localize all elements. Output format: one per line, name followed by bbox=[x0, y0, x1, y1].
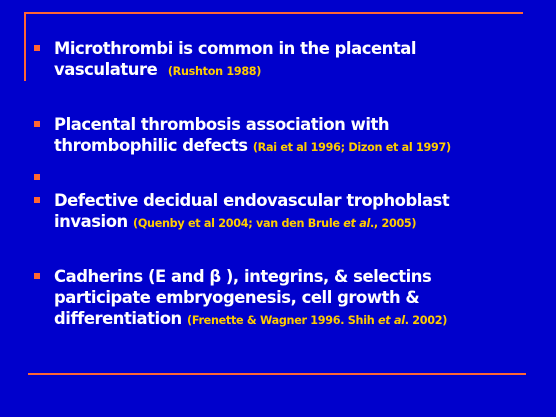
bullet-3-line-2 bbox=[54, 211, 524, 234]
top-horizontal-rule bbox=[24, 12, 523, 14]
bullet-1-line-1: Microthrombi is common in the placental bbox=[54, 39, 417, 58]
bullet-3-line-1: Defective decidual endovascular trophoblast bbox=[54, 191, 450, 210]
square-bullet-icon bbox=[34, 174, 40, 180]
top-vertical-rule bbox=[24, 12, 26, 81]
square-bullet-icon bbox=[34, 121, 40, 127]
bullet-3-citation bbox=[133, 217, 416, 230]
citation-part: . 2002) bbox=[404, 314, 448, 327]
bullet-4-line-1: Cadherins (E and β ), integrins, & selectins bbox=[54, 267, 432, 286]
bottom-horizontal-rule bbox=[28, 373, 526, 375]
bullet-2-citation: (Rai et al 1996; Dizon et al 1997) bbox=[252, 141, 451, 154]
square-bullet-icon bbox=[34, 273, 40, 279]
bullet-1-line-2 bbox=[54, 59, 524, 82]
bullet-2-text: thrombophilic defects bbox=[54, 136, 248, 155]
bullet-2-line-2 bbox=[54, 135, 524, 158]
bullet-4-line-2: participate embryogenesis, cell growth & bbox=[54, 288, 420, 307]
citation-part: (Quenby et al 2004; van den Brule bbox=[133, 217, 344, 230]
citation-part: (Frenette & Wagner 1996. Shih bbox=[187, 314, 379, 327]
bullet-3-text: invasion bbox=[54, 212, 128, 231]
bullet-1-text: vasculature bbox=[54, 60, 158, 79]
bullet-4-line-3 bbox=[54, 308, 524, 331]
square-bullet-icon bbox=[34, 197, 40, 203]
citation-part: ., 2005) bbox=[369, 217, 417, 230]
bullet-2-line-1: Placental thrombosis association with bbox=[54, 115, 390, 134]
bullet-4-text: differentiation bbox=[54, 309, 182, 328]
citation-italic: et al bbox=[343, 217, 370, 230]
square-bullet-icon bbox=[34, 45, 40, 51]
bullet-1-citation: (Rushton 1988) bbox=[167, 65, 262, 78]
bullet-4-citation bbox=[187, 314, 447, 327]
citation-italic: et al bbox=[378, 314, 405, 327]
